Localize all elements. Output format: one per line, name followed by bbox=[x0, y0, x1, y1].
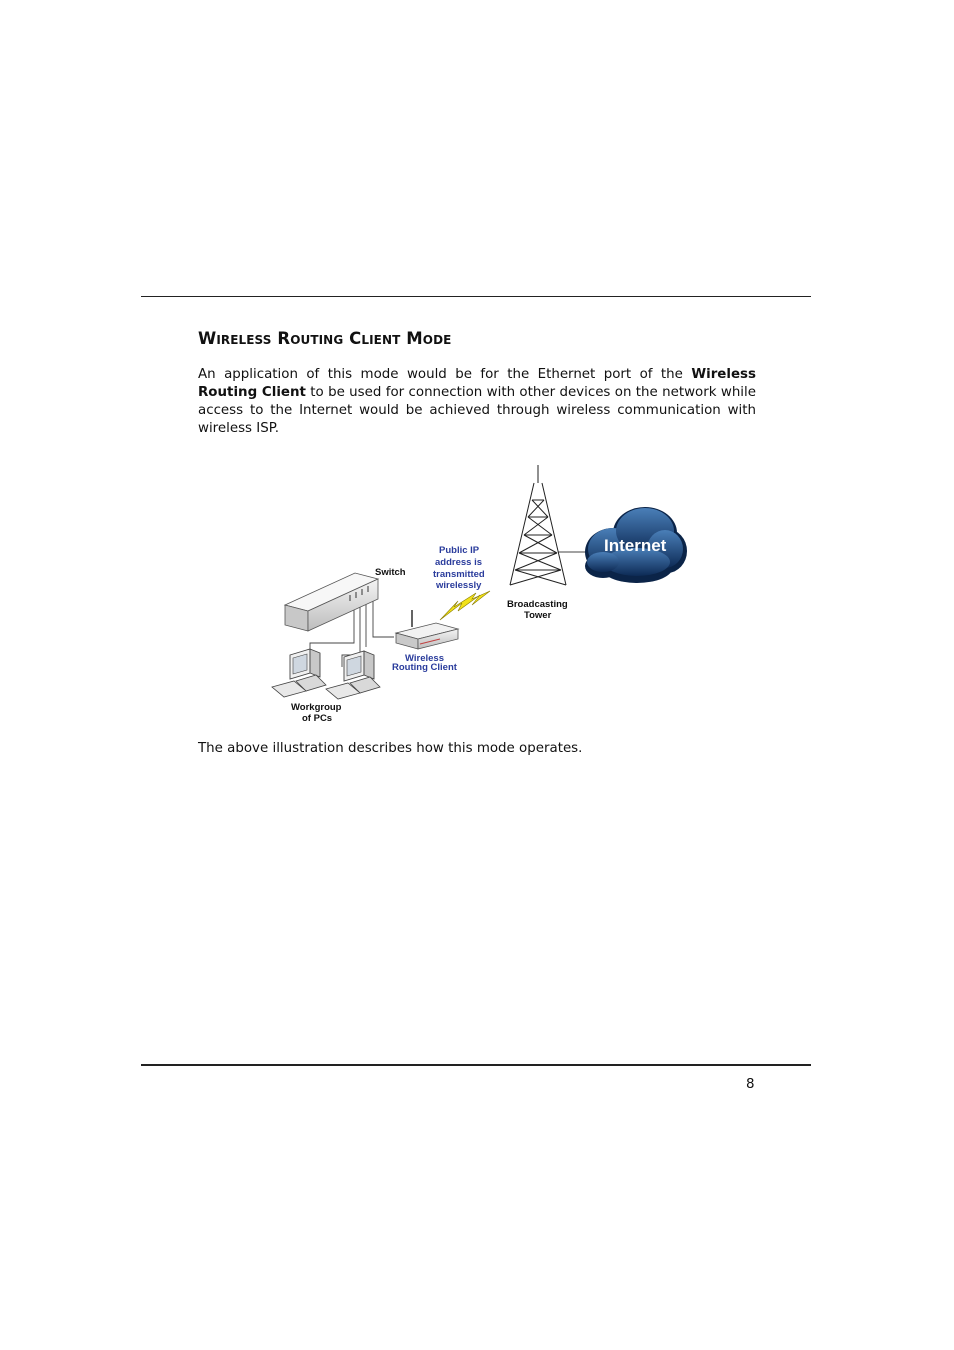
router-label-line2: Routing Client bbox=[392, 662, 457, 673]
lightning-bolt-icon bbox=[440, 591, 490, 620]
signal-label-line2: address is bbox=[435, 557, 482, 568]
signal-label-line4: wirelessly bbox=[436, 580, 482, 591]
product-name: Wireless Routing Client bbox=[198, 367, 756, 400]
switch-label: Switch bbox=[375, 567, 406, 578]
description-paragraph: An application of this mode would be for the Ethernet port of the Wireless Routing Client to be used for connection with other devices on the network while access to the Internet would be achieved through wireless communication with wireless ISP. bbox=[198, 367, 756, 436]
internet-label: Internet bbox=[604, 536, 667, 555]
router-icon bbox=[396, 610, 458, 649]
router-label-line1: Wireless bbox=[405, 653, 444, 664]
workgroup-pcs-icon bbox=[272, 649, 380, 699]
bottom-rule bbox=[141, 1064, 811, 1066]
signal-label-line3: transmitted bbox=[433, 569, 485, 580]
pcs-label-line2: of PCs bbox=[302, 713, 333, 724]
tower-label-line2: Tower bbox=[524, 610, 552, 621]
signal-label-line1: Public IP bbox=[439, 545, 480, 556]
network-diagram bbox=[260, 455, 700, 730]
tower-label-line1: Broadcasting bbox=[507, 599, 568, 610]
switch-icon bbox=[285, 573, 378, 631]
section-heading: WIRELESS ROUTING CLIENT MODE bbox=[198, 329, 452, 348]
illustration-caption: The above illustration describes how this mode operates. bbox=[198, 741, 583, 756]
pcs-label-line1: Workgroup bbox=[291, 702, 342, 713]
top-rule bbox=[141, 296, 811, 297]
broadcast-tower-icon bbox=[510, 465, 566, 585]
page-number: 8 bbox=[746, 1077, 755, 1092]
